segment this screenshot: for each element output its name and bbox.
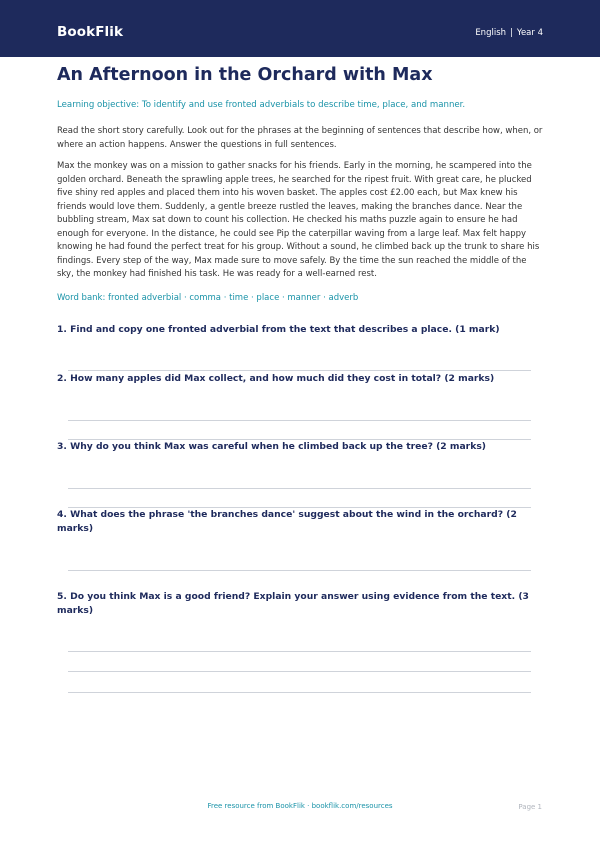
instructions: Read the short story carefully. Look out for the phrases at the beginning of sentences that describe how, when, or where an action happens. Answer the questions in full sentences. <box>57 126 543 150</box>
worksheet-title: An Afternoon in the Orchard with Max <box>57 65 433 85</box>
learning-objective: Learning objective: To identify and use fronted adverbials to describe time, place, and manner. <box>57 100 466 110</box>
question-2: 2. How many apples did Max collect, and how much did they cost in total? (2 marks) <box>57 373 495 384</box>
answer-line-q5-3[interactable] <box>68 692 531 693</box>
question-5: 5. Do you think Max is a good friend? Explain your answer using evidence from the text. (3 marks) <box>57 591 529 616</box>
answer-line-q3-1[interactable] <box>68 488 531 489</box>
answer-line-q5-1[interactable] <box>68 651 531 652</box>
answer-line-q4-1[interactable] <box>68 570 531 571</box>
word-bank: Word bank: fronted adverbial · comma · time · place · manner · adverb <box>57 293 359 303</box>
question-1: 1. Find and copy one fronted adverbial from the text that describes a place. (1 mark) <box>57 324 500 335</box>
header-bar <box>0 0 600 57</box>
answer-line-q5-2[interactable] <box>68 671 531 672</box>
answer-line-q1-1[interactable] <box>68 370 531 371</box>
brand-logo[interactable]: BookFlik <box>57 24 124 40</box>
question-4: 4. What does the phrase 'the branches dance' suggest about the wind in the orchard? (2 marks) <box>57 509 517 534</box>
page-number: Page 1 <box>518 803 542 811</box>
footer-credit[interactable]: Free resource from BookFlik · bookflik.com/resources <box>207 802 393 810</box>
year-label: Year 4 <box>516 28 543 38</box>
answer-line-q2-1[interactable] <box>68 420 531 421</box>
story-text: Max the monkey was on a mission to gather snacks for his friends. Early in the morning, he scampered into the golden orchard. Beneath the sprawling apple trees, he searched for the ripest fruit. With great care, he plucked five shiny red apples and placed them into his woven basket. The apples cost £2.00 each, but Max knew his friends would love them. Suddenly, a gentle breeze rustled the leaves, making the branches dance. Near the bubbling stream, Max sat down to count his collection. He checked his maths puzzle again to ensure he had enough for everyone. In the distance, he could see Pip the caterpillar waving from a large leaf. Max felt happy knowing he had found the perfect treat for his group. Without a sound, he climbed back up the trunk to share his findings. Every step of the way, Max made sure to move safely. By the time the sun reached the middle of the sky, the monkey had finished his task. He was ready for a well-earned rest. <box>57 161 540 279</box>
subject-year <box>475 28 543 38</box>
question-3: 3. Why do you think Max was careful when he climbed back up the tree? (2 marks) <box>57 441 486 452</box>
meta-separator: | <box>510 28 513 38</box>
subject-label: English <box>475 28 507 38</box>
